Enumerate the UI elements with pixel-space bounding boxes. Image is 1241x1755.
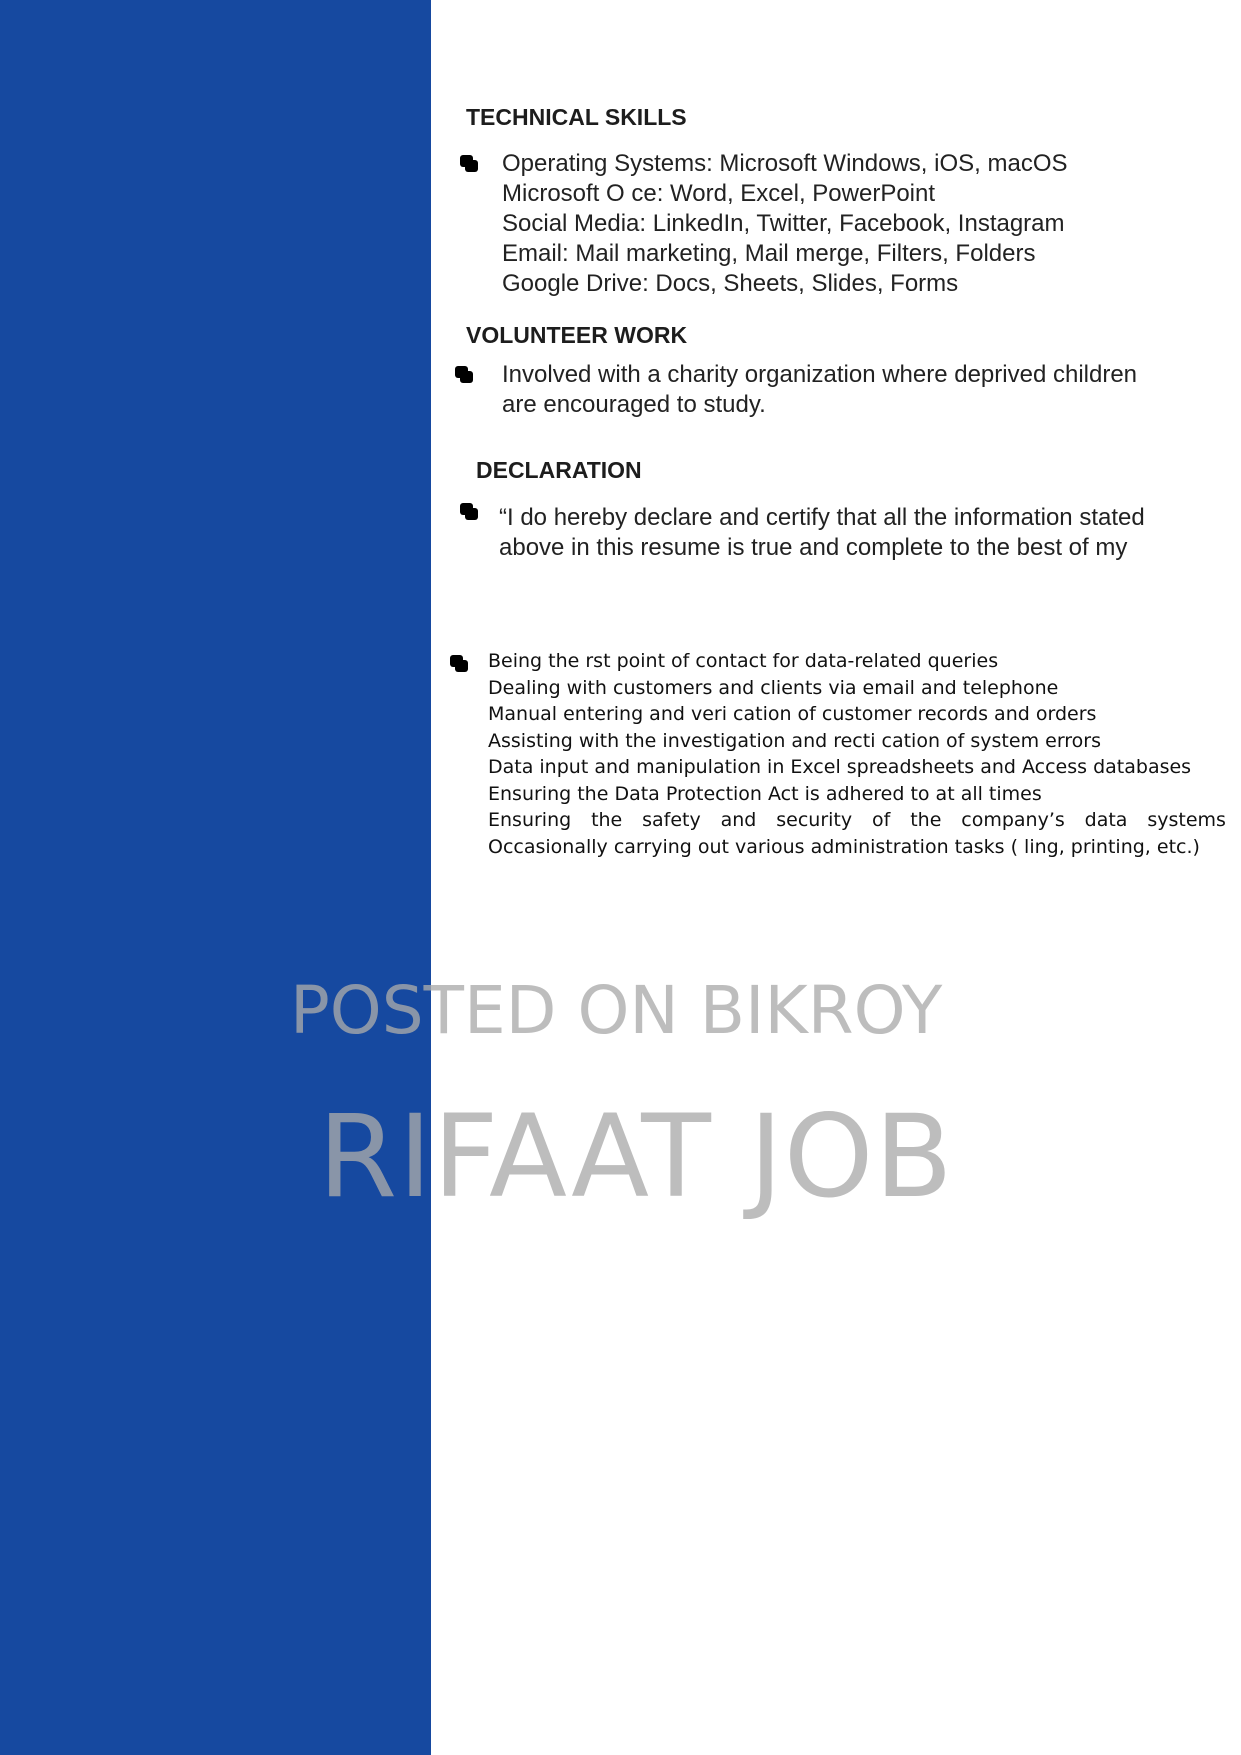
bullet-icon: [460, 155, 477, 172]
bullet-icon: [460, 503, 477, 520]
volunteer-work-text: [502, 360, 1137, 420]
word: the: [591, 809, 623, 831]
list-item: Social Media: LinkedIn, Twitter, Facebook, Instagram: [502, 210, 1065, 237]
list-item: Microsoft O ce: Word, Excel, PowerPoint: [502, 180, 936, 207]
word: of: [872, 809, 891, 831]
sidebar-panel: [0, 0, 431, 1755]
duties-list: [488, 648, 1226, 860]
list-item: Assisting with the investigation and recti cation of system errors: [488, 729, 1102, 752]
list-item: Dealing with customers and clients via email and telephone: [488, 676, 1059, 699]
bullet-icon: [455, 366, 472, 383]
list-item: Occasionally carrying out various administration tasks ( ling, printing, etc.): [488, 835, 1200, 858]
word: data: [1084, 809, 1128, 831]
word: security: [776, 809, 853, 831]
list-item-justified: [488, 807, 1226, 834]
word: safety: [642, 809, 701, 831]
declaration-line: “I do hereby declare and certify that all the information stated: [499, 504, 1145, 531]
word: and: [720, 809, 757, 831]
list-item: Ensuring the Data Protection Act is adhered to at all times: [488, 782, 1042, 805]
list-item: Email: Mail marketing, Mail merge, Filters, Folders: [502, 240, 1036, 267]
bullet-icon: [450, 655, 467, 672]
technical-skills-list: [502, 149, 1068, 299]
list-item: Google Drive: Docs, Sheets, Slides, Forms: [502, 270, 959, 297]
list-item: Data input and manipulation in Excel spreadsheets and Access databases: [488, 756, 1192, 778]
word: systems: [1147, 809, 1226, 831]
list-item: Manual entering and veri cation of customer records and orders: [488, 703, 1097, 725]
declaration-text: [499, 503, 1145, 563]
list-item: Being the rst point of contact for data-related queries: [488, 650, 999, 672]
word: company’s: [961, 809, 1065, 831]
volunteer-line: Involved with a charity organization where deprived children: [502, 361, 1138, 388]
word: the: [910, 809, 942, 831]
list-item: Operating Systems: Microsoft Windows, iOS, macOS: [502, 150, 1068, 177]
word: Ensuring: [488, 809, 572, 831]
declaration-line: above in this resume is true and complete to the best of my: [499, 534, 1128, 561]
watermark-line-1: POSTED ON BIKROY: [290, 972, 943, 1049]
volunteer-line: are encouraged to study.: [502, 391, 766, 418]
volunteer-work-heading: VOLUNTEER WORK: [466, 322, 688, 348]
watermark-line-2: RIFAAT JOB: [318, 1090, 954, 1223]
declaration-heading: DECLARATION: [476, 457, 642, 483]
technical-skills-heading: TECHNICAL SKILLS: [466, 104, 687, 130]
